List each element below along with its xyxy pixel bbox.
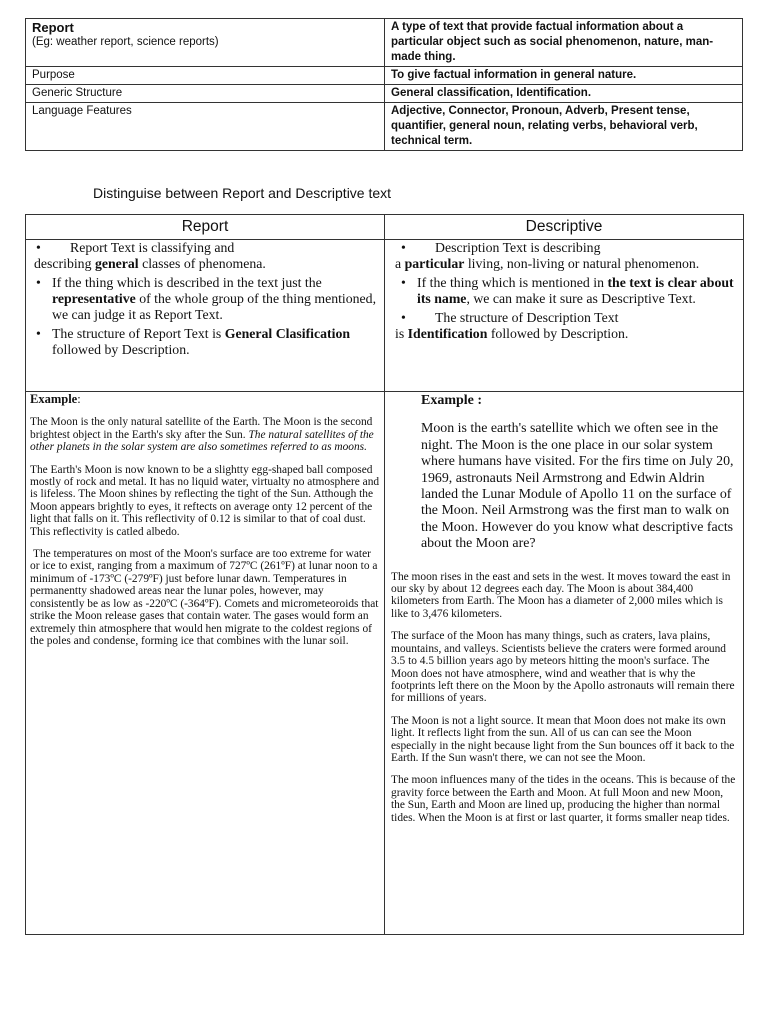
language-value: Adjective, Connector, Pronoun, Adverb, Present tense, quantifier, general noun, relating verbs, behavioral verb, technical term. xyxy=(385,103,743,151)
purpose-label: Purpose xyxy=(26,67,385,85)
descriptive-example-intro: Moon is the earth's satellite which we often see in the night. The Moon is the one place in our solar system where humans have visited. For the firs time on July 20, 1969, astronauts Neil Armstrong and Edwin Aldrin landed the Lunar Module of Apollo 11 on the surface of the Moon. Neil Armstrong was the first man to walk on the Moon. However do you know what descriptive facts about the Moon are? xyxy=(421,421,734,552)
report-point-1: • Report Text is classifying and describing general classes of phenomena. xyxy=(30,240,378,272)
descriptive-column-header: Descriptive xyxy=(525,218,603,235)
report-examples: (Eg: weather report, science reports) xyxy=(32,36,219,48)
report-point-2: • If the thing which is described in the text just the representative of the whole group of the thing mentioned, we can judge it as Report Text. xyxy=(30,275,378,323)
comparison-table xyxy=(25,214,744,935)
descriptive-point-1: • Description Text is describing a particular living, non-living or natural phenomenon. xyxy=(395,240,737,272)
report-example-paragraph-3: The temperatures on most of the Moon's surface are too extreme for water or ice to exist, ranging from a maximum of 727ºC (261ºF) at lunar noon to a minimum of -173ºC (-279ºF) just before lunar dawn. Temperatures in permanentty shadowed areas near the lunar poles, however, may consistently be as low as -220ºC (-364ºF). Comets and micrometeoroids that strike the Moon release gases that contain water. The gases would form an extremely thin atmosphere that would hen migrate to the coldest regions of the poles and condense, forming ice that combines with the lunar soil. xyxy=(30,548,379,647)
descriptive-example-paragraph-4: The moon influences many of the tides in the oceans. This is because of the gravity force between the Earth and Moon. At full Moon and new Moon, the Sun, Earth and Moon are lined up, producing the higher than normal tides. When the Moon is at first or last quarter, it forms smaller neap tides. xyxy=(391,774,736,824)
report-point-3: • The structure of Report Text is General Clasification followed by Description. xyxy=(30,326,378,358)
descriptive-example-paragraph-3: The Moon is not a light source. It mean that Moon does not make its own light. It reflects light from the sun. All of us can can see the Moon especially in the night because light from the Sun bounces off it back to the Earth. If the Sun wasn't there, we can not see the Moon. xyxy=(391,714,735,764)
descriptive-point-3: • The structure of Description Text is Identification followed by Description. xyxy=(395,310,737,342)
report-example-paragraph-2: The Earth's Moon is now known to be a slightty egg-shaped ball composed mostly of rock and metal. It has no liquid water, virtualty no atmosphere and is lifeless. The Moon shines by reflecting the tight of the Sun. Atthough the Moon appears brightly to eyes, it reftects on average onty 12 percent of the light that falls on it. This reflectivity of 0.12 is similar to that of coal dust. This reflectivity is catled albedo. xyxy=(30,463,380,538)
report-title: Report xyxy=(32,20,74,35)
report-points xyxy=(26,239,384,361)
structure-row xyxy=(26,85,743,103)
section-heading: Distinguise between Report and Descriptive text xyxy=(93,185,392,201)
descriptive-example-paragraph-2: The surface of the Moon has many things, such as craters, lava plains, mountains, and valleys. Scientists believe the craters were formed around 3.5 to 4.5 billion years ago by meteors hitting the moon's surface. The Moon does not have atmosphere, wind and weather that is why the footprints left there on the Moon by the Apollo astronauts will remain there for millions of years. xyxy=(391,630,735,705)
report-column-header: Report xyxy=(181,218,229,235)
report-example-paragraph-1: The Moon is the only natural satellite of the Earth. The Moon is the second brightest object in the Earth's sky after the Sun. The natural satellites of the other planets in the solar system are also sometimes referred to as moons. xyxy=(30,416,374,454)
descriptive-example xyxy=(385,392,743,834)
descriptive-example-label: Example : xyxy=(421,393,483,408)
descriptive-example-intro-block xyxy=(385,392,743,553)
descriptive-points xyxy=(385,239,743,345)
descriptive-example-paragraph-1: The moon rises in the east and sets in the west. It moves toward the east in our sky by about 12 degrees each day. The Moon is about 384,400 kilometers from Earth. The Moon has a diameter of 2,000 miles which is like to 3,476 kilometers. xyxy=(391,570,731,620)
language-label: Language Features xyxy=(26,103,385,151)
structure-value: General classification, Identification. xyxy=(385,85,743,103)
report-description: A type of text that provide factual information about a particular object such as social phenomenon, nature, man-made thing. xyxy=(385,19,743,67)
descriptive-point-2: • If the thing which is mentioned in the text is clear about its name, we can make it sure as Descriptive Text. xyxy=(395,275,737,307)
structure-label: Generic Structure xyxy=(26,85,385,103)
descriptive-example-body xyxy=(385,553,743,824)
report-row xyxy=(26,19,743,67)
report-example-label: Example: xyxy=(30,392,81,406)
purpose-value: To give factual information in general nature. xyxy=(385,67,743,85)
definition-table xyxy=(25,18,743,151)
report-example xyxy=(26,392,384,657)
purpose-row xyxy=(26,67,743,85)
language-row xyxy=(26,103,743,151)
report-cell xyxy=(26,19,385,67)
